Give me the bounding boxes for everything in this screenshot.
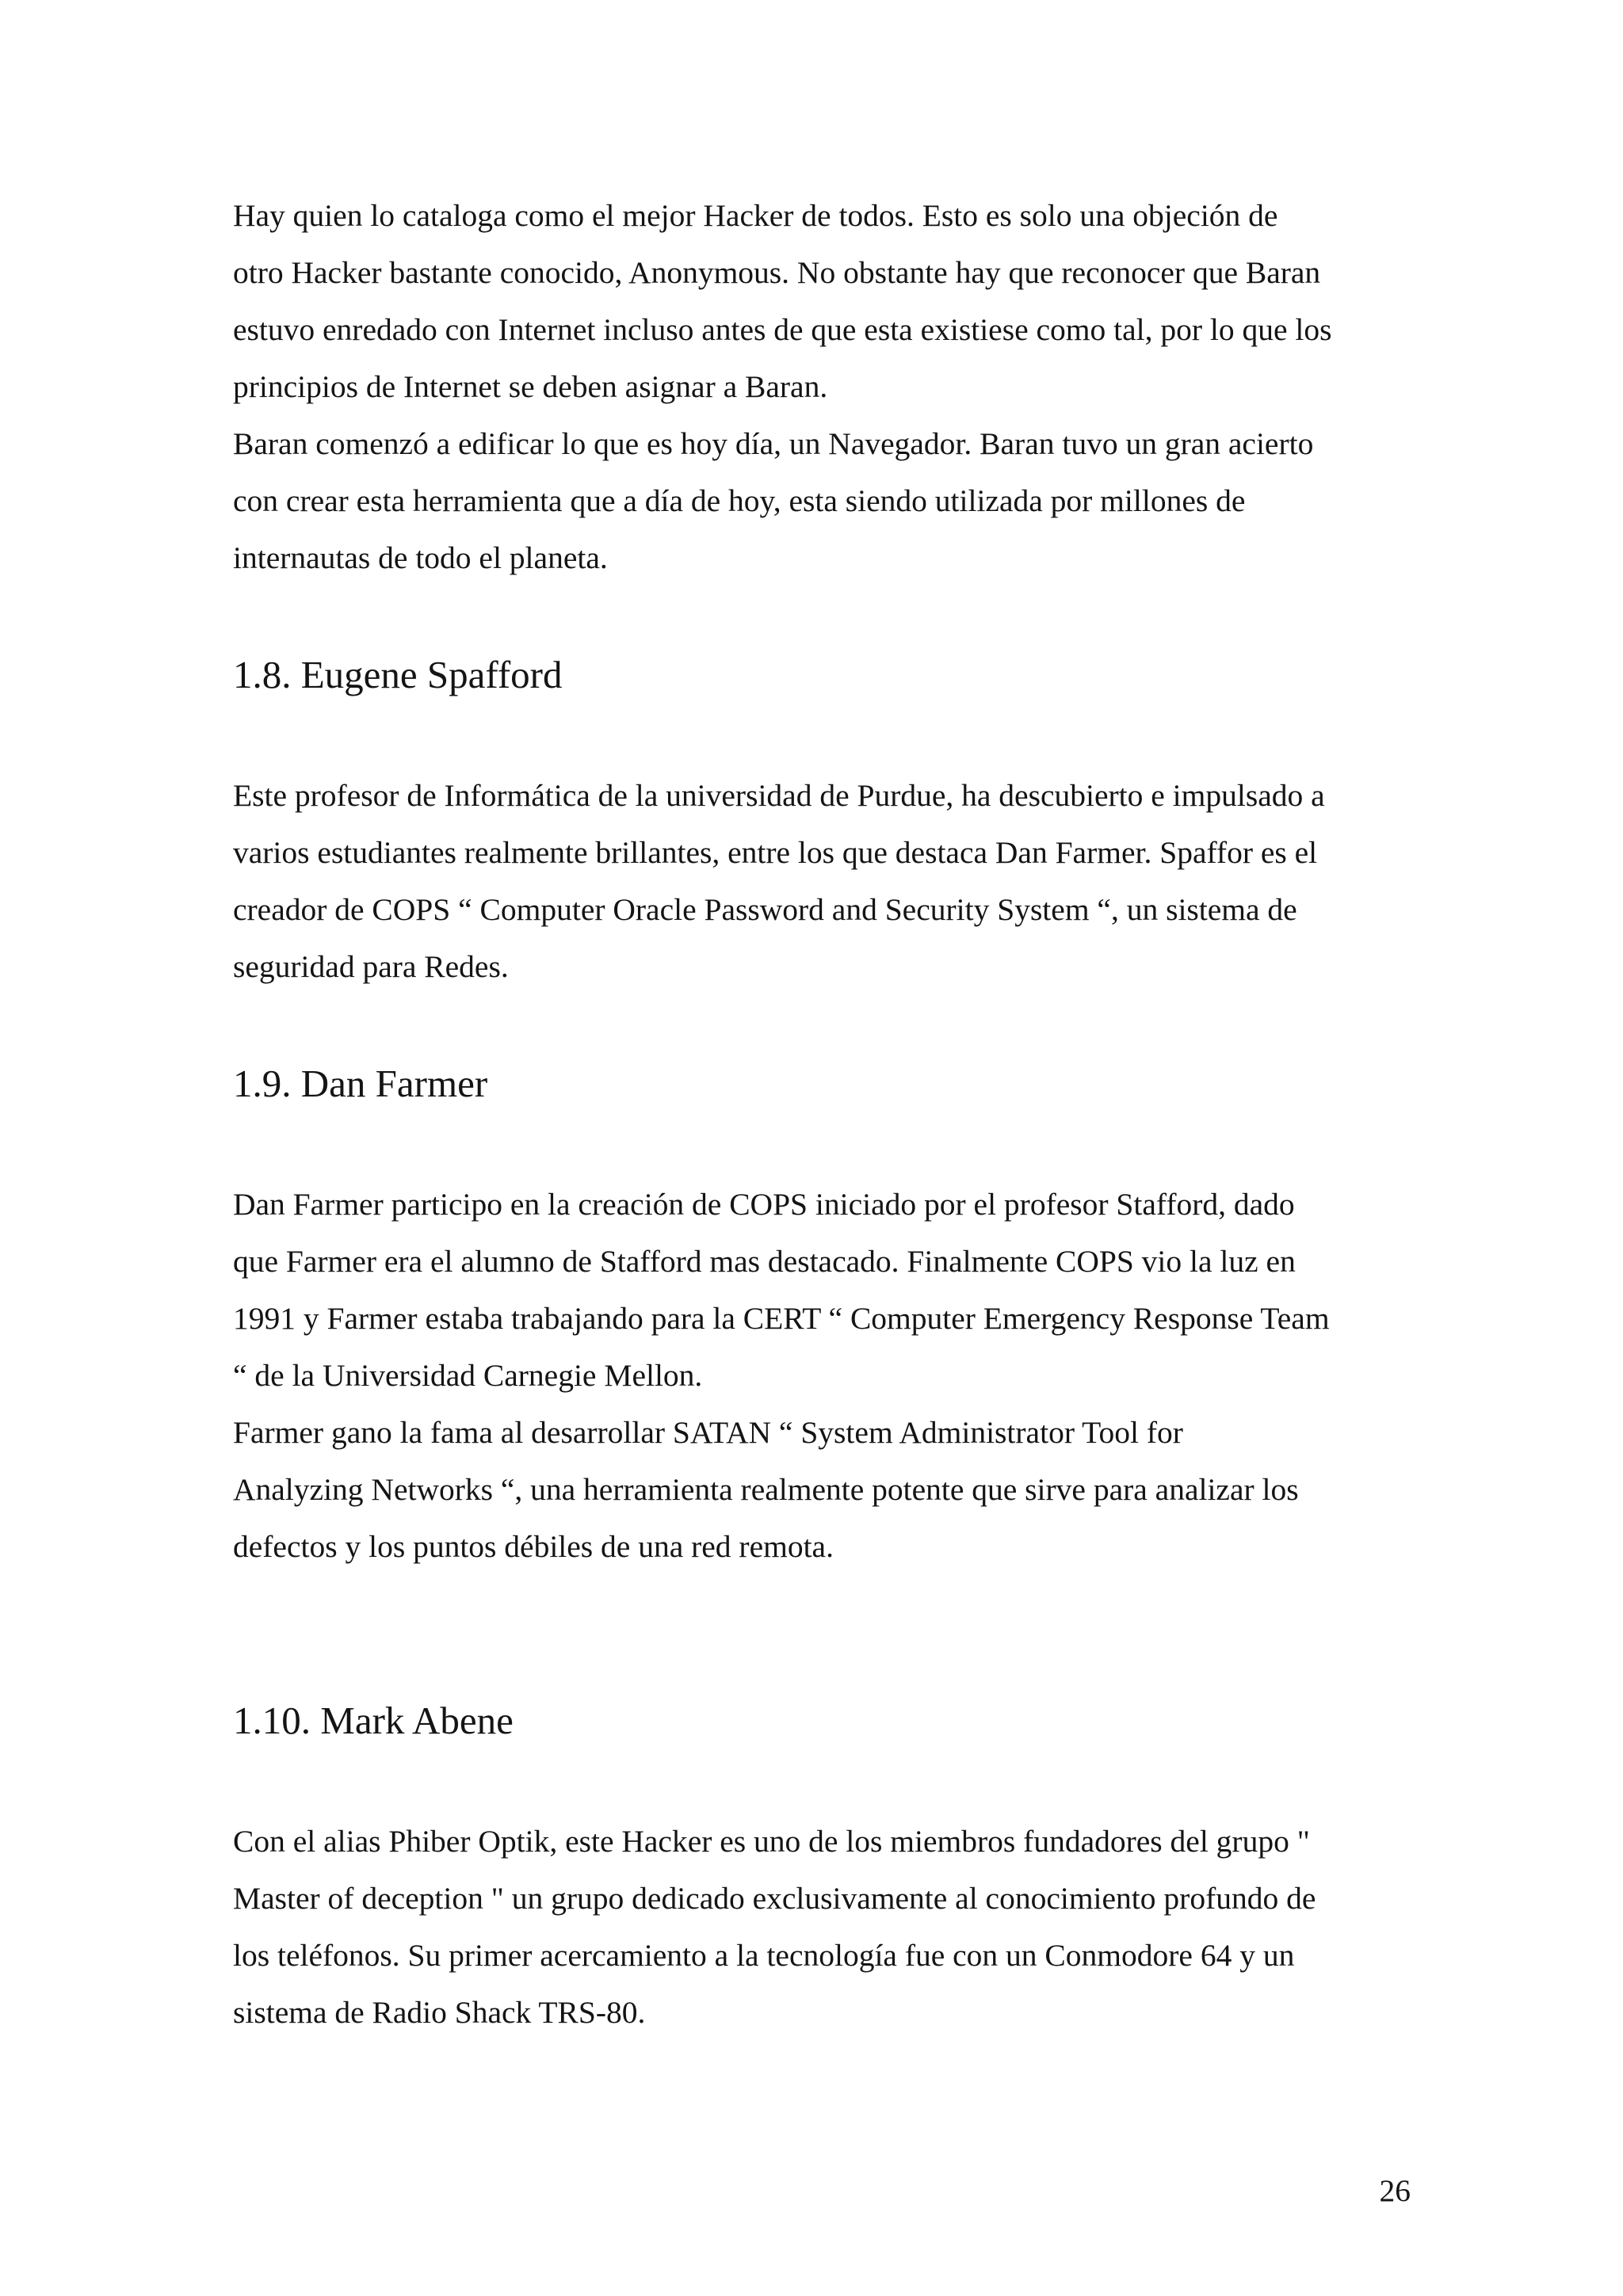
page-number: 26 — [1379, 2173, 1411, 2208]
heading-dan-farmer: 1.9. Dan Farmer — [233, 1062, 488, 1105]
paragraph-mark-abene: Con el alias Phiber Optik, este Hacker es uno de los miembros fundadores del grupo " Master of deception " un grupo dedicado exclusivamente al conocimiento profundo de los teléfonos. Su primer acercamiento a la tecnología fue con un Conmodore 64 y un sistema de Radio Shack TRS-80. — [233, 1824, 1316, 2030]
heading-mark-abene: 1.10. Mark Abene — [233, 1699, 514, 1742]
heading-eugene-spafford: 1.8. Eugene Spafford — [233, 653, 563, 696]
paragraph-eugene-spafford: Este profesor de Informática de la universidad de Purdue, ha descubierto e impulsado a varios estudiantes realmente brillantes, entre los que destaca Dan Farmer. Spaffor es el creador de COPS “ Computer Oracle Password and Security System “, un sistema de seguridad para Redes. — [233, 778, 1325, 984]
paragraph-baran: Hay quien lo cataloga como el mejor Hacker de todos. Esto es solo una objeción de otro Hacker bastante conocido, Anonymous. No obstante hay que reconocer que Baran estuvo enredado con Internet incluso antes de que esta existiese como tal, por lo que los principios de Internet se deben asignar a Baran. Baran comenzó a edificar lo que es hoy día, un Navegador. Baran tuvo un gran acierto con crear esta herramienta que a día de hoy, esta siendo utilizada por millones de internautas de todo el planeta. — [233, 198, 1332, 575]
paragraph-dan-farmer: Dan Farmer participo en la creación de COPS iniciado por el profesor Stafford, dado que Farmer era el alumno de Stafford mas destacado. Finalmente COPS vio la luz en 1991 y Farmer estaba trabajando para la CERT “ Computer Emergency Response Team “ de la Universidad Carnegie Mellon. Farmer gano la fama al desarrollar SATAN “ System Administrator Tool for Analyzing Networks “, una herramienta realmente potente que sirve para analizar los defectos y los puntos débiles de una red remota. — [233, 1187, 1330, 1564]
